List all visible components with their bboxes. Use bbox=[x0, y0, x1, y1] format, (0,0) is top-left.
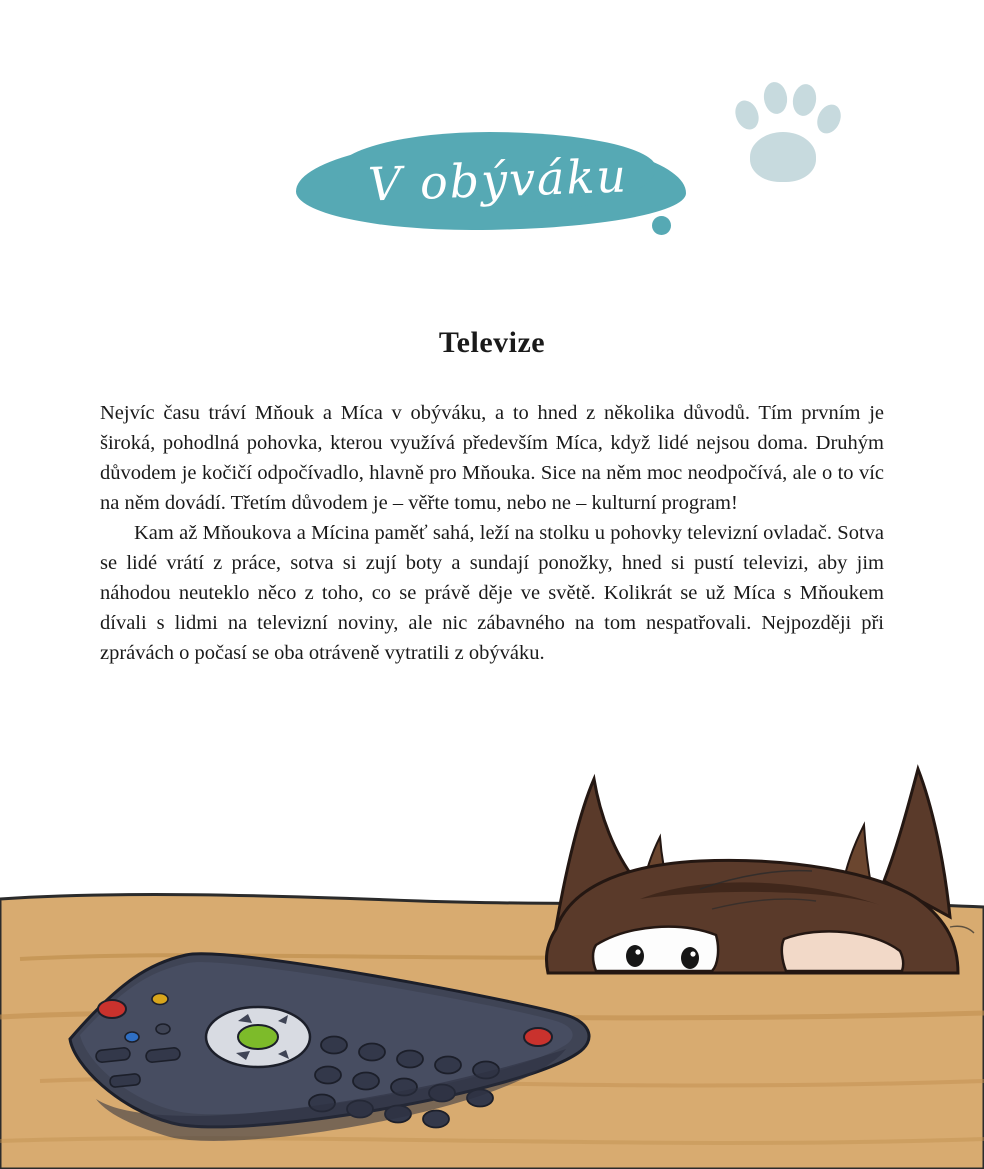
remote-yellow-button[interactable] bbox=[152, 994, 168, 1005]
paragraph-2: Kam až Mňoukova a Mícina paměť sahá, leží na stolku u pohovky televizní ovladač. Sotva se lidé vrátí z práce, sotva si zují boty a sundají ponožky, hned si pustí televizi, aby jim náhodou neuteklo něco z toho, co se právě děje ve světě. Kolikrát se už Míca s Mňoukem dívali s lidmi na televizní noviny, ale nic zábavného na tom nespatřovali. Nejpozději při zprávách o počasí se oba otráveně vytratili z obýváku. bbox=[100, 522, 884, 664]
remote-dark-button[interactable] bbox=[156, 1024, 170, 1034]
cat-eye-highlight bbox=[690, 951, 695, 956]
chapter-banner-title: V obýváku bbox=[367, 148, 629, 212]
paw-toe bbox=[731, 97, 763, 133]
cat-eye-left bbox=[626, 945, 644, 967]
remote-power-button[interactable] bbox=[98, 1000, 126, 1018]
chapter-banner bbox=[0, 132, 984, 252]
banner-blob-dot bbox=[652, 216, 671, 235]
cat-eye-highlight bbox=[635, 949, 640, 954]
remote-key[interactable] bbox=[110, 1073, 141, 1087]
remote-record-button[interactable] bbox=[524, 1028, 552, 1046]
illustration-cat-and-remote bbox=[0, 749, 984, 1169]
remote-blue-button[interactable] bbox=[125, 1032, 139, 1042]
section-title: Televize bbox=[438, 326, 546, 360]
article-body bbox=[100, 398, 884, 668]
remote-key[interactable] bbox=[95, 1047, 130, 1062]
paragraph-1: Nejvíc času tráví Mňouk a Míca v obýváku, a to hned z několika důvodů. Tím prvním je široká, pohodlná pohovka, kterou využívá především Míca, když lidé nejsou doma. Druhým důvodem je kočičí odpočívadlo, hlavně pro Mňouka. Sice na něm moc neodpočívá, ale o to víc na něm dovádí. Třetím důvodem je – věřte tomu, nebo ne – kulturní program! bbox=[100, 402, 884, 514]
remote-ok-button[interactable] bbox=[238, 1025, 278, 1049]
paw-toe bbox=[790, 82, 818, 118]
paw-toe bbox=[762, 81, 789, 116]
cat-figure bbox=[546, 769, 974, 973]
cat-eye-right bbox=[681, 947, 699, 969]
remote-key[interactable] bbox=[145, 1047, 180, 1062]
